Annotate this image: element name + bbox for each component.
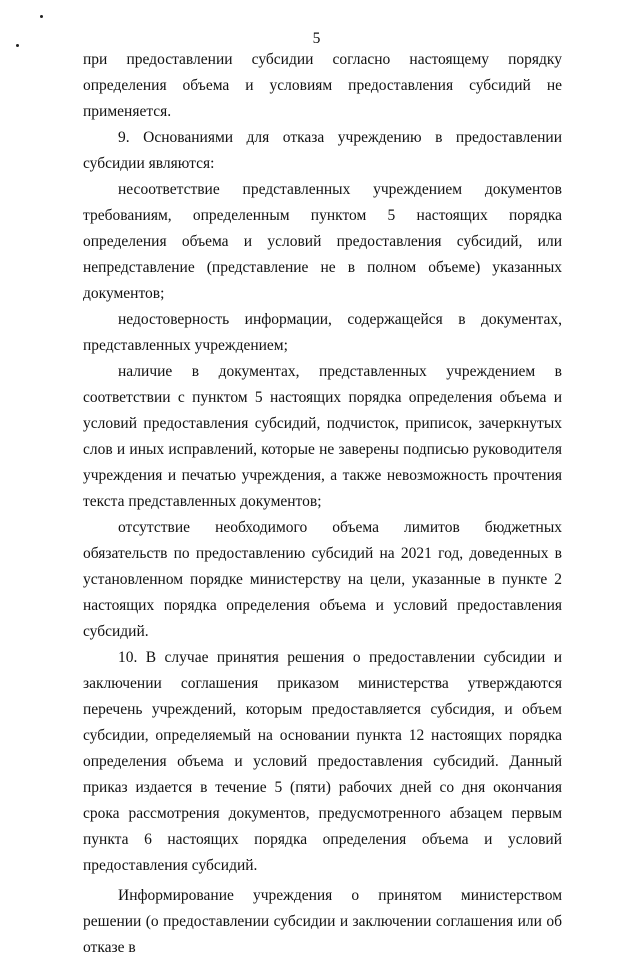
- paragraph-continuation: при предоставлении субсидии согласно настоящему порядку определения объема и условиям предоставления субсидий не применяется.: [83, 51, 562, 120]
- paragraph-item-9: 9. Основаниями для отказа учреждению в предоставлении субсидии являются:: [83, 129, 562, 172]
- scan-speck: [40, 15, 43, 18]
- paragraph-reason-nonconformity: несоответствие представленных учреждением документов требованиям, определенным пунктом 5 настоящих порядка определения объема и условий предоставления субсидий, или непредставление (представление не в полном объеме) указанных документов;: [83, 181, 562, 302]
- paragraph-reason-unreliable-info: недостоверность информации, содержащейся в документах, представленных учреждением;: [83, 311, 562, 354]
- paragraph-reason-no-limits: отсутствие необходимого объема лимитов бюджетных обязательств по предоставлению субсидий на 2021 год, доведенных в установленном порядке министерству на цели, указанные в пункте 2 настоящих порядка определения объема и условий предоставления субсидий.: [83, 519, 562, 640]
- document-body: [83, 47, 562, 961]
- paragraph-reason-corrections: наличие в документах, представленных учреждением в соответствии с пунктом 5 настоящих порядка определения объема и условий предоставления субсидий, подчисток, приписок, зачеркнутых слов и иных исправлений, которые не заверены подписью руководителя учреждения и печатью учреждения, а также невозможность прочтения текста представленных документов;: [83, 363, 562, 510]
- paragraph-item-10: 10. В случае принятия решения о предоставлении субсидии и заключении соглашения приказом министерства утверждаются перечень учреждений, которым предоставляется субсидия, и объем субсидии, определяемый на основании пункта 12 настоящих порядка определения объема и условий предоставления субсидий. Данный приказ издается в течение 5 (пяти) рабочих дней со дня окончания срока рассмотрения документов, предусмотренного абзацем первым пункта 6 настоящих порядка определения объема и условий предоставления субсидий.: [83, 649, 562, 874]
- page-number: 5: [312, 30, 321, 47]
- paragraph-informing: Информирование учреждения о принятом министерством решении (о предоставлении субсидии и заключении соглашения или об отказе в: [83, 887, 562, 956]
